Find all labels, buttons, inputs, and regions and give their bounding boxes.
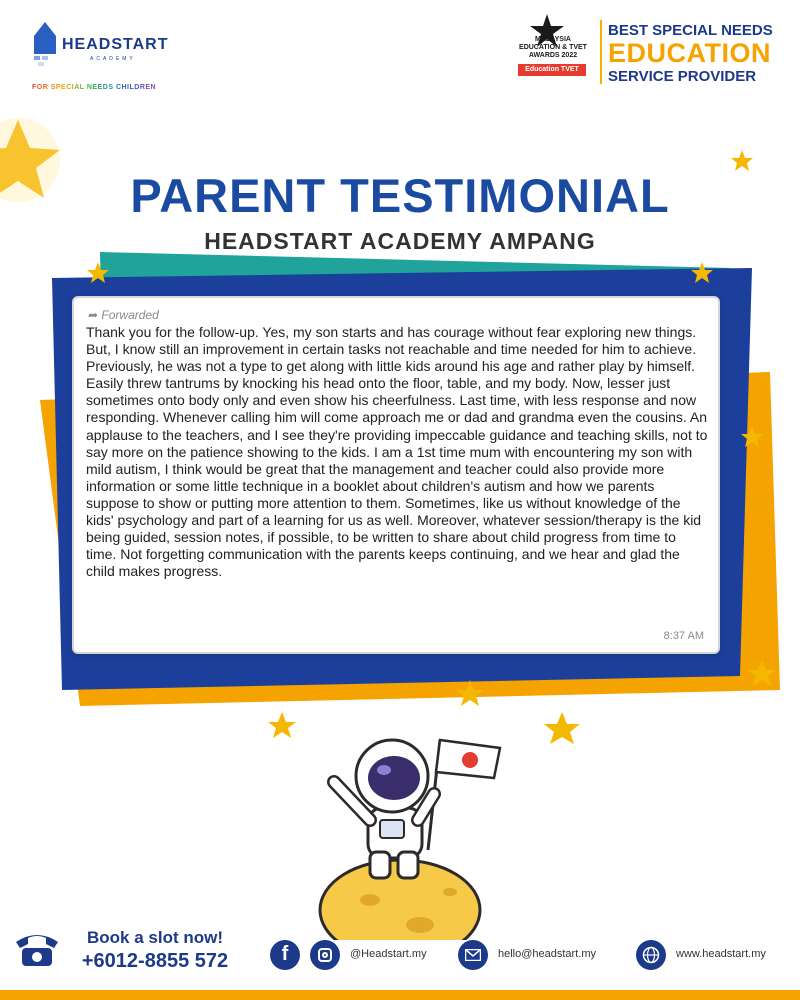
logo-tagline <box>32 84 156 91</box>
star-icon <box>268 712 296 738</box>
award-event-line: AWARDS 2022 <box>528 52 578 59</box>
award-title-line1: BEST SPECIAL NEEDS <box>608 22 773 39</box>
instagram-icon[interactable] <box>310 940 340 970</box>
award-title-line2: EDUCATION <box>608 38 771 68</box>
instagram-handle[interactable]: @Headstart.my <box>350 948 427 960</box>
forwarded-text: Forwarded <box>101 308 159 322</box>
logo-mark-icon <box>34 22 56 66</box>
headstart-logo <box>34 22 174 102</box>
award-divider <box>600 20 602 84</box>
email-icon[interactable] <box>458 940 488 970</box>
message-timestamp: 8:37 AM <box>663 630 704 642</box>
logo-wordmark: HEADSTART <box>62 36 169 53</box>
phone-number[interactable]: +6012-8855 572 <box>81 950 229 972</box>
facebook-icon[interactable]: f <box>270 940 300 970</box>
award-event-name <box>508 36 598 60</box>
booking-block <box>70 928 240 973</box>
forwarded-label <box>88 308 159 322</box>
book-slot-label: Book a slot now! <box>87 928 223 947</box>
footer-accent-bar <box>0 990 800 1000</box>
testimonial-message-card <box>72 296 720 654</box>
logo-subtext: ACADEMY <box>90 56 136 62</box>
tagline-text: FOR SPECIAL NEEDS CHILDREN <box>32 84 157 91</box>
forward-arrow-icon: ➦ <box>88 308 99 322</box>
award-chip: Education TVET <box>518 64 586 76</box>
award-event-line: MALAYSIA <box>535 36 571 43</box>
testimonial-text: Thank you for the follow-up. Yes, my son starts and has courage without fear exploring new things. But, I know still an improvement in certain tasks not reachable and time needed for him to achieve. Previously, he was not a type to get along with little kids around his age and rather play by himself. Easily threw tantrums by knocking his head onto the floor, table, and my body. Now, lesser just sometimes onto body only and even show his cheerfulness. Last time, with less response and now responding. Whenever calling him will come approach me or dad and grandma even the cousins. An applause to the teachers, and I see they're providing impeccable guidance and teaching skills, not to say more on the patience showing to the kids. I am a 1st time mum with encountering my son with mild autism, I think would be great that the management and teacher could also provide more information or some little technique in a booklet about children's autism and how we parents suppose to show or putting more attention to them. Sometimes, like us without knowledge of the kids' psychology and part of a learning for us as well. Moreover, whatever session/therapy is the kid being guided, session notes, if possible, to be written to share about child progress from time to time. Not forgetting communication with the parents keeps continuing, and we hear and glad the child makes progress. <box>86 324 708 580</box>
email-address[interactable]: hello@headstart.my <box>498 948 596 960</box>
phone-icon <box>12 928 62 970</box>
award-badge <box>508 14 788 92</box>
page-title: PARENT TESTIMONIAL <box>130 169 670 222</box>
astronaut-illustration <box>300 720 520 940</box>
award-event-line: EDUCATION & TVET <box>519 44 587 51</box>
star-icon <box>544 712 580 744</box>
globe-icon[interactable] <box>636 940 666 970</box>
award-title-line3: SERVICE PROVIDER <box>608 68 757 85</box>
website-url[interactable]: www.headstart.my <box>676 948 766 960</box>
page-subtitle: HEADSTART ACADEMY AMPANG <box>204 228 596 254</box>
